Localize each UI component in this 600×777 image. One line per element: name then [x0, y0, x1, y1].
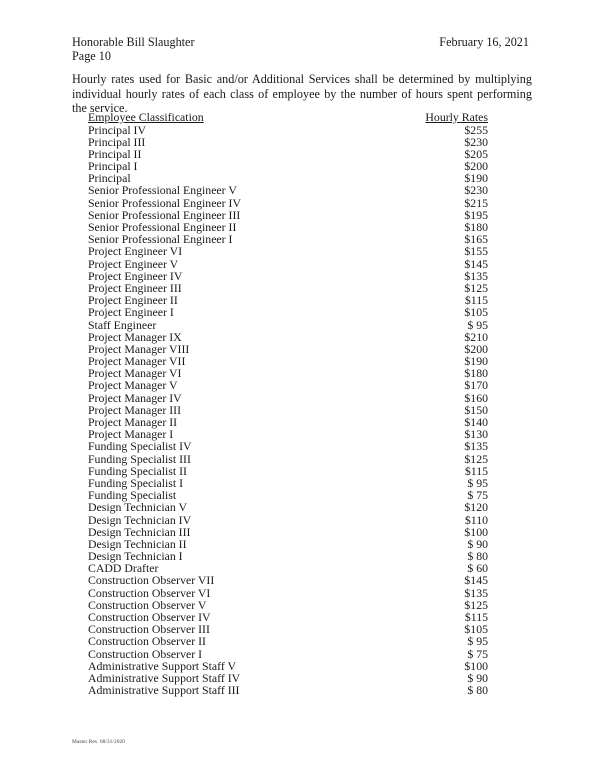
classification-cell: Construction Observer I: [88, 646, 203, 661]
rate-cell: $230: [464, 183, 488, 198]
rate-cell: $135: [464, 439, 488, 454]
table-row: [88, 684, 488, 696]
table-header: [88, 111, 488, 124]
classification-cell: Project Engineer II: [88, 293, 178, 308]
classification-cell: Project Manager I: [88, 427, 174, 442]
rate-cell: $190: [464, 354, 488, 369]
table-row: [88, 635, 488, 647]
table-row: [88, 306, 488, 318]
letter-date: February 16, 2021: [439, 35, 529, 49]
rate-cell: $ 90: [467, 670, 488, 685]
classification-cell: CADD Drafter: [88, 561, 159, 576]
table-row: [88, 648, 488, 660]
table-row: [88, 184, 488, 196]
classification-cell: Project Manager IX: [88, 329, 182, 344]
classification-cell: Project Manager II: [88, 415, 178, 429]
classification-cell: Senior Professional Engineer II: [88, 220, 237, 234]
rate-cell: $115: [464, 463, 488, 478]
rate-cell: $ 60: [467, 561, 488, 576]
classification-cell: Construction Observer VII: [88, 573, 215, 588]
classification-cell: Design Technician II: [88, 536, 187, 551]
rate-cell: $215: [464, 195, 488, 210]
column-header-rate: Hourly Rates: [425, 110, 488, 124]
table-row: [88, 501, 488, 513]
rate-cell: $125: [464, 451, 488, 466]
classification-cell: Senior Professional Engineer I: [88, 232, 233, 247]
rate-cell: $140: [464, 415, 488, 429]
rate-cell: $ 90: [467, 536, 488, 551]
classification-cell: Senior Professional Engineer V: [88, 183, 237, 198]
page-number: Page 10: [72, 49, 111, 63]
rate-cell: $ 95: [467, 634, 488, 649]
classification-cell: Design Technician III: [88, 524, 191, 539]
rate-cell: $130: [464, 427, 488, 442]
classification-cell: Senior Professional Engineer III: [88, 207, 241, 222]
classification-cell: Construction Observer VI: [88, 585, 211, 600]
table-row: [88, 453, 488, 465]
table-row: [88, 245, 488, 257]
classification-cell: Administrative Support Staff IV: [88, 670, 241, 685]
table-row: [88, 136, 488, 148]
rate-cell: $ 75: [467, 488, 488, 503]
classification-cell: Administrative Support Staff III: [88, 683, 240, 698]
classification-cell: Project Manager VI: [88, 366, 182, 381]
rate-cell: $255: [464, 122, 488, 137]
rate-cell: $210: [464, 329, 488, 344]
rate-cell: $125: [464, 597, 488, 612]
classification-cell: Project Manager IV: [88, 390, 182, 405]
classification-cell: Staff Engineer: [88, 317, 157, 332]
table-row: [88, 258, 488, 270]
rate-cell: $135: [464, 585, 488, 600]
table-row: [88, 319, 488, 331]
rate-cell: $ 95: [467, 475, 488, 490]
classification-cell: Construction Observer II: [88, 634, 206, 649]
classification-cell: Project Manager III: [88, 402, 182, 417]
rate-cell: $150: [464, 402, 488, 417]
rate-cell: $195: [464, 207, 488, 222]
rate-cell: $145: [464, 256, 488, 271]
rate-cell: $115: [464, 610, 488, 624]
table-row: [88, 392, 488, 404]
table-row: [88, 379, 488, 391]
rate-cell: $180: [464, 366, 488, 381]
table-row: [88, 574, 488, 586]
hourly-rates-table: [88, 111, 488, 696]
rate-cell: $ 80: [467, 549, 488, 564]
classification-cell: Funding Specialist: [88, 488, 177, 503]
classification-cell: Construction Observer III: [88, 622, 210, 637]
table-row: [88, 587, 488, 599]
classification-cell: Administrative Support Staff V: [88, 658, 237, 673]
rate-cell: $200: [464, 159, 488, 174]
table-row: [88, 124, 488, 136]
classification-cell: Design Technician V: [88, 500, 187, 515]
rate-cell: $100: [464, 658, 488, 673]
classification-cell: Project Engineer V: [88, 256, 179, 271]
classification-cell: Project Engineer VI: [88, 244, 183, 259]
classification-cell: Project Manager V: [88, 378, 178, 393]
classification-cell: Construction Observer IV: [88, 610, 211, 624]
rate-cell: $120: [464, 500, 488, 515]
classification-cell: Design Technician IV: [88, 512, 192, 527]
classification-cell: Principal III: [88, 134, 146, 149]
classification-cell: Principal I: [88, 159, 138, 174]
rate-cell: $ 95: [467, 317, 488, 332]
classification-cell: Project Engineer III: [88, 280, 182, 295]
footer-revision: Master Rev. 08/31/2020: [72, 739, 125, 745]
intro-paragraph: Hourly rates used for Basic and/or Additional Services shall be determined by multiplying individual hourly rates of each class of employee by the number of hours spent performing the service.: [72, 72, 532, 115]
classification-cell: Senior Professional Engineer IV: [88, 195, 241, 210]
rate-cell: $105: [464, 622, 488, 637]
rate-cell: $165: [464, 232, 488, 247]
classification-cell: Project Manager VII: [88, 354, 186, 369]
classification-cell: Project Manager VIII: [88, 341, 190, 356]
rate-cell: $160: [464, 390, 488, 405]
rate-cell: $205: [464, 146, 488, 161]
rate-cell: $190: [464, 171, 488, 186]
classification-cell: Project Engineer IV: [88, 268, 183, 283]
table-row: [88, 514, 488, 526]
recipient-name: Honorable Bill Slaughter: [72, 35, 195, 49]
rate-cell: $180: [464, 220, 488, 234]
rate-cell: $135: [464, 268, 488, 283]
classification-cell: Funding Specialist I: [88, 475, 184, 490]
rate-cell: $230: [464, 134, 488, 149]
table-row: [88, 197, 488, 209]
rate-cell: $115: [464, 293, 488, 308]
rate-cell: $200: [464, 341, 488, 356]
rate-cell: $170: [464, 378, 488, 393]
rate-cell: $105: [464, 305, 488, 320]
classification-cell: Principal IV: [88, 122, 146, 137]
classification-cell: Principal II: [88, 146, 142, 161]
classification-cell: Funding Specialist IV: [88, 439, 192, 454]
column-header-classification: Employee Classification: [88, 110, 204, 124]
rate-cell: $110: [464, 512, 488, 527]
rate-cell: $155: [464, 244, 488, 259]
rate-cell: $125: [464, 280, 488, 295]
table-body: [88, 124, 488, 697]
table-row: [88, 160, 488, 172]
classification-cell: Construction Observer V: [88, 597, 207, 612]
rate-cell: $145: [464, 573, 488, 588]
rate-cell: $ 75: [467, 646, 488, 661]
classification-cell: Funding Specialist II: [88, 463, 187, 478]
classification-cell: Funding Specialist III: [88, 451, 191, 466]
classification-cell: Principal: [88, 171, 131, 186]
rate-cell: $ 80: [467, 683, 488, 698]
table-row: [88, 148, 488, 160]
rate-cell: $100: [464, 524, 488, 539]
classification-cell: Design Technician I: [88, 549, 183, 564]
letter-header-left: [72, 35, 195, 63]
table-row: [88, 440, 488, 452]
classification-cell: Project Engineer I: [88, 305, 174, 320]
